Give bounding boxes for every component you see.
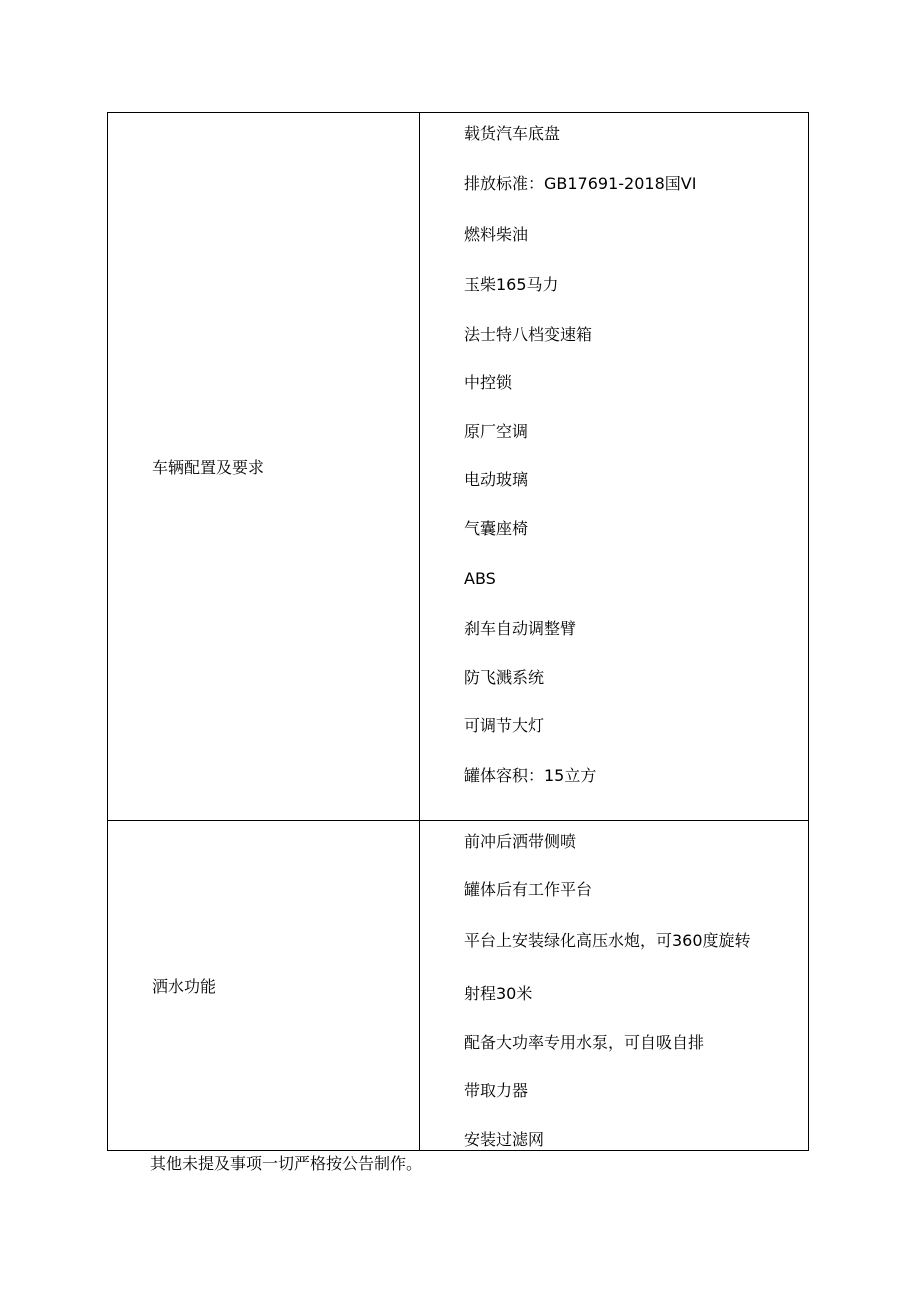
list-item: 电动玻璃 (464, 470, 529, 489)
list-item: 罐体容积：15立方 (464, 766, 597, 785)
list-item: 法士特八档变速箱 (464, 325, 593, 344)
list-item: 可调节大灯 (464, 716, 545, 735)
list-item: 安装过滤网 (464, 1130, 545, 1149)
list-item: 带取力器 (464, 1081, 529, 1100)
row-label-cell (108, 113, 420, 820)
list-item: 中控锁 (464, 373, 513, 392)
list-item: 燃料柴油 (464, 225, 529, 244)
list-item: 原厂空调 (464, 422, 529, 441)
footer-note: 其他未提及事项一切严格按公告制作。 (150, 1154, 423, 1173)
list-item: 玉柴165马力 (464, 275, 559, 294)
row-value-cell (420, 113, 808, 820)
table-row-vehicle-config (108, 113, 808, 821)
list-item: 射程30米 (464, 984, 533, 1003)
list-item: 刹车自动调整臂 (464, 619, 577, 638)
row-value-cell (420, 821, 808, 1150)
list-item: 载货汽车底盘 (464, 124, 561, 143)
list-item: 防飞溅系统 (464, 668, 545, 687)
list-item: 排放标准：GB17691-2018国VI (464, 174, 697, 193)
row-label-cell (108, 821, 420, 1150)
list-item: ABS (464, 569, 496, 588)
table-row-water-function (108, 821, 808, 1150)
list-item: 平台上安装绿化高压水炮，可360度旋转 (464, 931, 751, 950)
list-item: 配备大功率专用水泵，可自吸自排 (464, 1033, 705, 1052)
list-item: 罐体后有工作平台 (464, 880, 593, 899)
row-label-water-function: 洒水功能 (152, 977, 217, 996)
list-item: 气囊座椅 (464, 519, 529, 538)
row-label-vehicle-config: 车辆配置及要求 (152, 458, 265, 477)
spec-table (107, 112, 809, 1151)
list-item: 前冲后洒带侧喷 (464, 832, 577, 851)
